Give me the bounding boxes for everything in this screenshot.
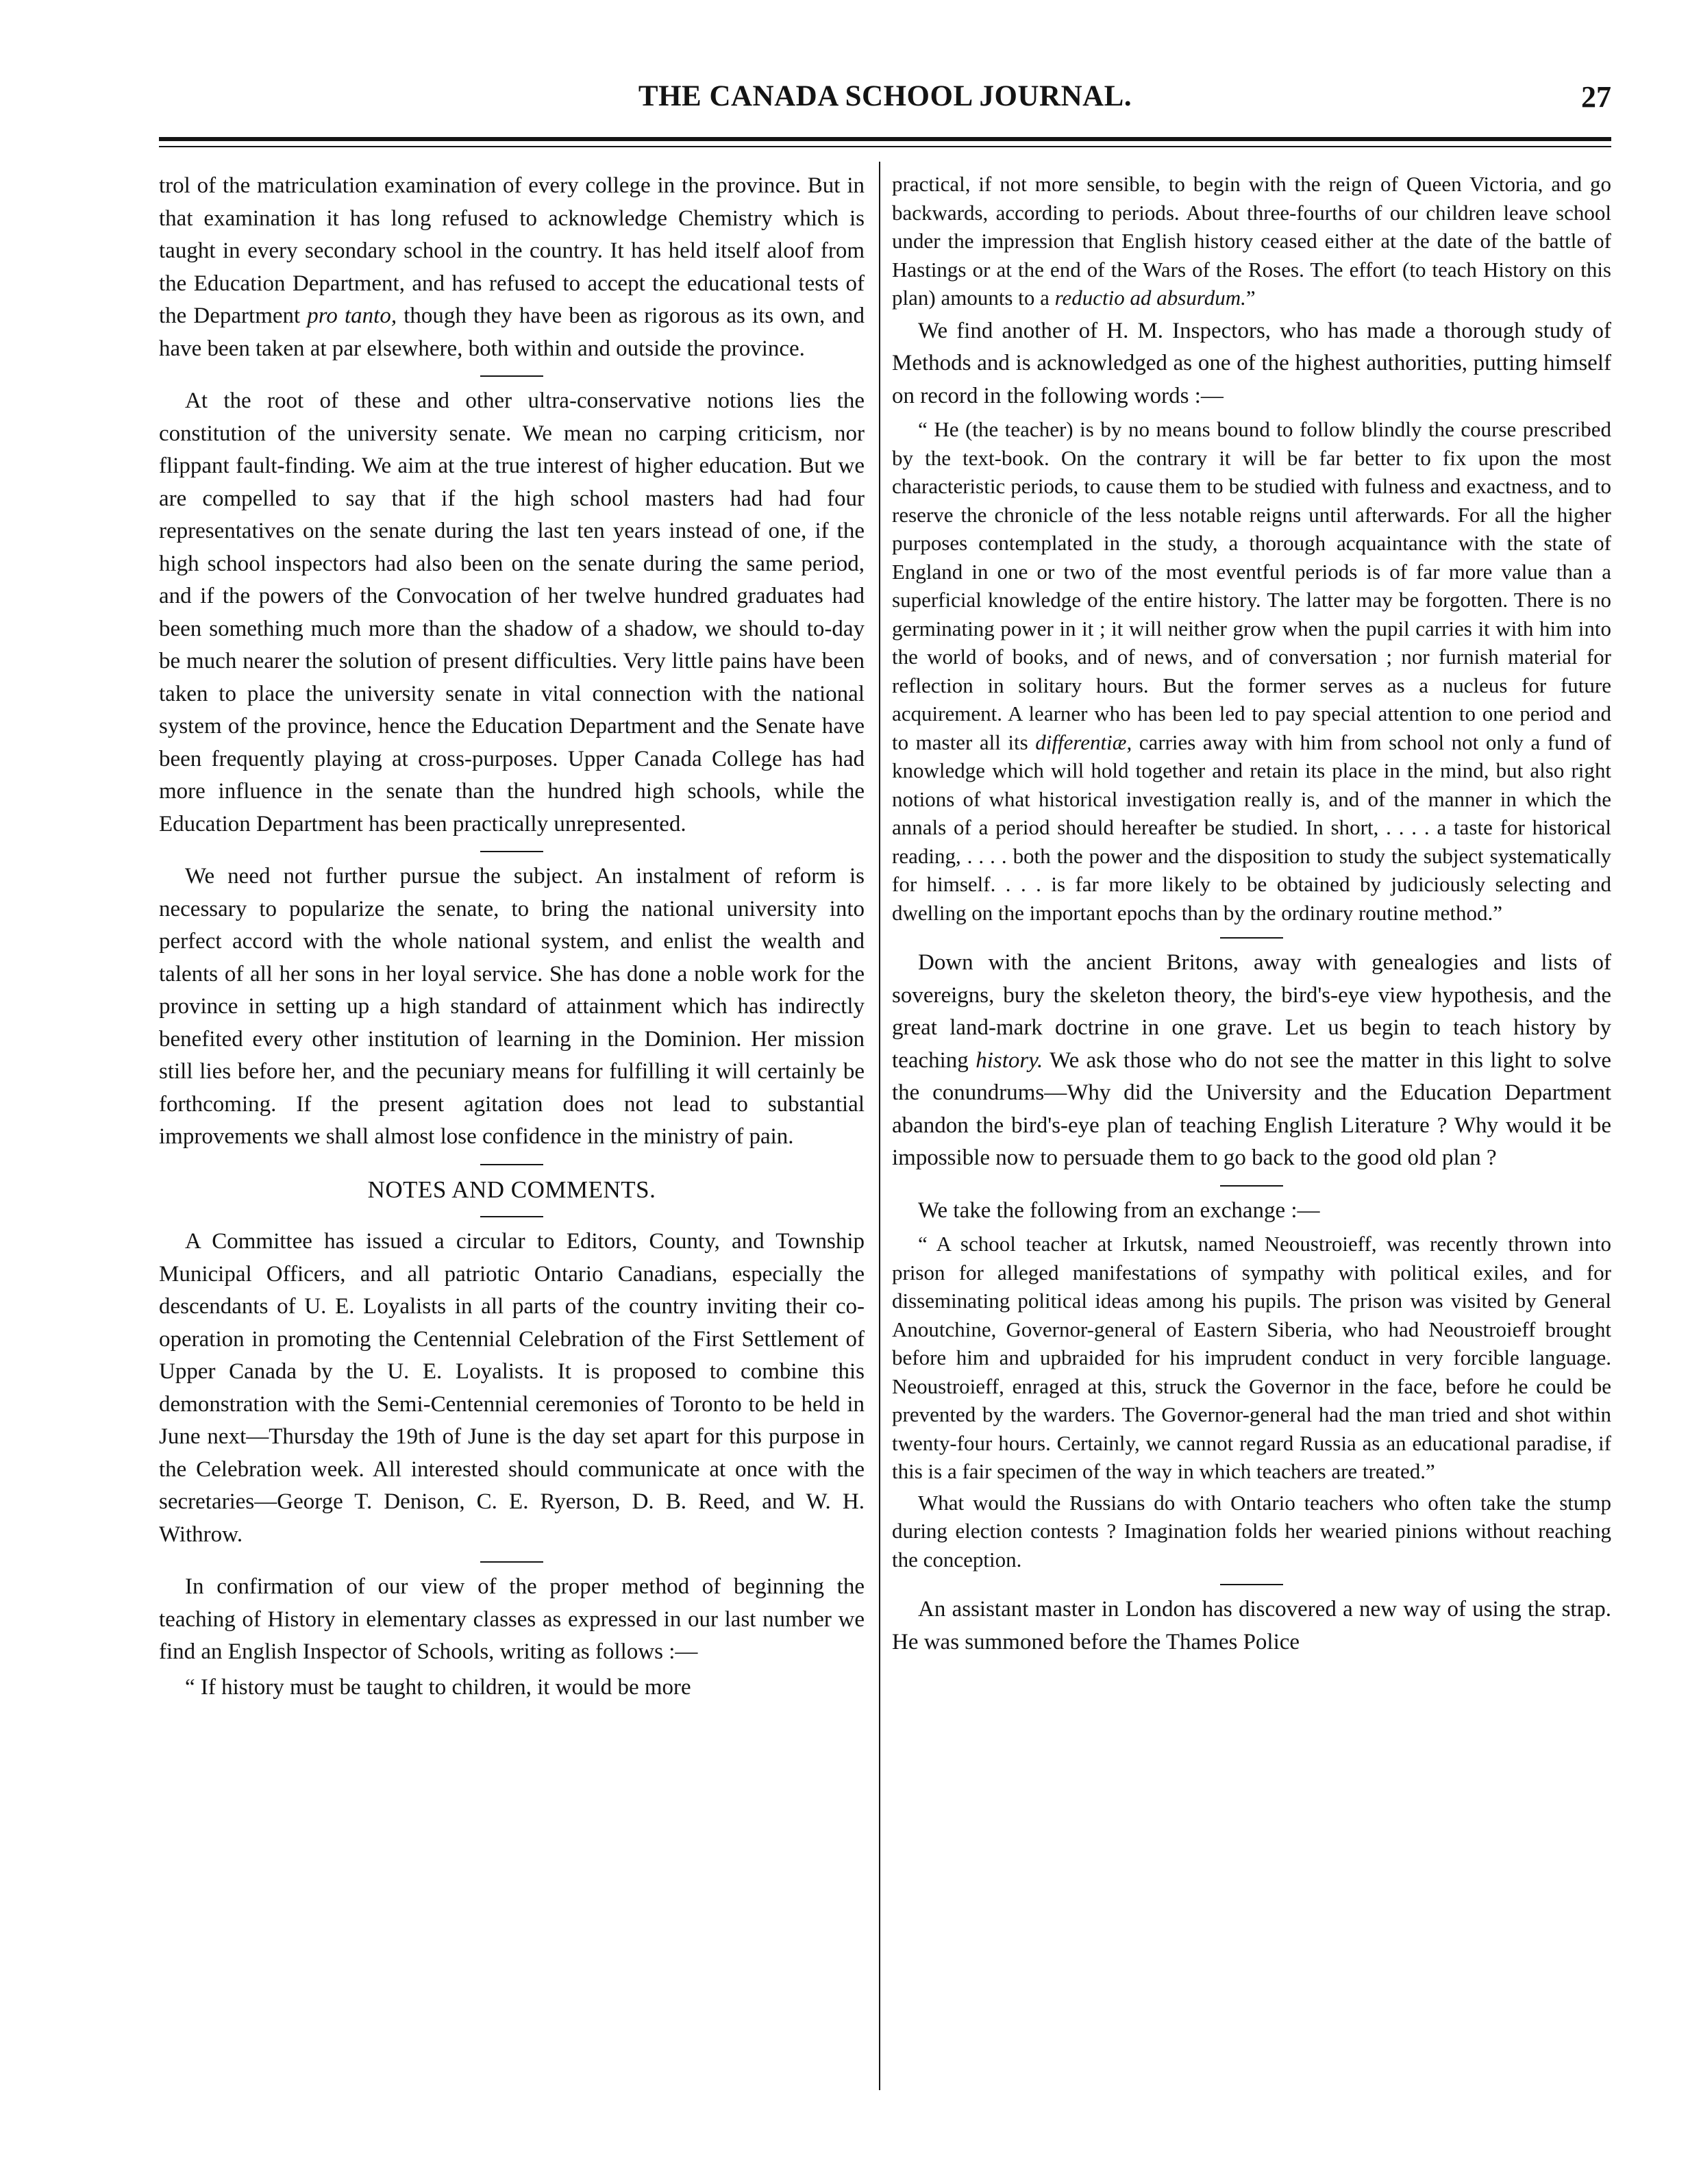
right-column <box>892 170 1611 1659</box>
section-separator <box>1220 937 1283 939</box>
paragraph <box>892 947 1611 1175</box>
journal-title: THE CANADA SCHOOL JOURNAL. <box>638 80 1132 112</box>
section-separator <box>480 851 543 852</box>
section-separator <box>480 1164 543 1165</box>
quotation-paragraph <box>892 415 1611 927</box>
paragraph-text: though they have been as rigorous as its own, and have been taken at par elsewhere, both within and outside the province. <box>159 303 865 361</box>
page-number: 27 <box>1581 80 1611 114</box>
section-heading: NOTES AND COMMENTS. <box>367 1176 656 1203</box>
paragraph-text: practical, if not more sensible, to begin with the reign of Queen Victoria, and go backwards, according to periods. About three-fourths of our children leave school under the impression that English history ceased either at the date of the battle of Hastings or at the end of the Wars of the Roses. The effort (to teach History on this plan) amounts to a <box>892 172 1611 310</box>
section-separator <box>1220 1185 1283 1187</box>
header-rule-thin <box>159 146 1611 147</box>
quotation-paragraph: “ A school teacher at Irkutsk, named Neoustroieff, was recently thrown into prison for alleged manifestations of sympathy with political exiles, and for disseminating political ideas among his pupils. The prison was visited by General Anoutchine, Governor-general of Eastern Siberia, who had Neoustroieff brought before him and upbraided for his imprudent conduct in very forcible language. Neoustroieff, enraged at this, struck the Governor in the face, before he could be prevented by the warders. The Governor-general had the man tried and shot within twenty-four hours. Certainly, we cannot regard Russia as an educational paradise, if this is a fair specimen of the way in which teachers are treated.” <box>892 1232 1611 1483</box>
paragraph: We find another of H. M. Inspectors, who has made a thorough study of Methods and is acknowledged as one of the highest authorities, putting himself on record in the following words :— <box>892 318 1611 408</box>
paragraph: We need not further pursue the subject. An instalment of reform is necessary to popularize the senate, to bring the national university into perfect accord with the whole national system, and enlist the wealth and talents of all her sons in her loyal service. She has done a noble work for the province in setting up a high standard of attainment which has indirectly benefited every other institution of learning in the Dominion. Her mission still lies before her, and the pecuniary means for fulfilling it will certainly be forthcoming. If the present agitation does not lead to substantial improvements we shall almost lose confidence in the ministry of pain. <box>159 864 865 1149</box>
paragraph-text: Down with the ancient Britons, away with genealogies and lists of sovereigns, bury the skeleton theory, the bird's-eye view hypothesis, and the great land-mark doctrine in one grave. Let us begin to teach history by teaching <box>892 950 1611 1073</box>
quotation-paragraph: “ If history must be taught to children, it would be more <box>185 1674 691 1700</box>
paragraph-emphasis: differentiæ, <box>1035 730 1132 754</box>
column-divider <box>879 162 880 2090</box>
paragraph-emphasis: reductio ad absurdum. <box>1054 286 1246 310</box>
paragraph: In confirmation of our view of the proper method of beginning the teaching of History in elementary classes as expressed in our last number we find an English Inspector of Schools, writing as follows :— <box>159 1574 865 1664</box>
paragraph: We take the following from an exchange :— <box>918 1198 1320 1223</box>
paragraph <box>159 170 865 365</box>
paragraph-text: ” <box>1245 286 1256 310</box>
left-column <box>159 170 865 1704</box>
quotation-paragraph <box>892 170 1611 312</box>
section-separator <box>480 375 543 377</box>
section-separator <box>480 1216 543 1217</box>
paragraph-text: carries away with him from school not only a fund of knowledge which will hold together and retain its place in the mind, but also right notions of what historical investigation really is, and of the manner in which the annals of a period should hereafter be studied. In short, . . . . a taste for historical reading, . . . . both the power and the disposition to study the subject systematically for himself. . . . is far more likely to be obtained by judiciously selecting and dwelling on the important epochs than by the ordinary routine method.” <box>892 730 1612 925</box>
paragraph: A Committee has issued a circular to Editors, County, and Township Municipal Officers, and all patriotic Ontario Canadians, especially the descendants of U. E. Loyalists in all parts of the country inviting their co-operation in promoting the Centennial Celebration of the First Settlement of Upper Canada by the U. E. Loyalists. It is proposed to combine this demonstration with the Semi-Centennial ceremonies of Toronto to be held in June next—Thursday the 19th of June is the day set apart for this purpose in the Celebration week. All interested should communicate at once with the secretaries—George T. Denison, C. E. Ryerson, D. B. Reed, and W. H. Withrow. <box>159 1229 865 1547</box>
paragraph-emphasis: pro tanto, <box>307 303 397 328</box>
paragraph: An assistant master in London has discovered a new way of using the strap. He was summoned before the Thames Police <box>892 1597 1611 1654</box>
header-rule-thick <box>159 137 1611 141</box>
paragraph: What would the Russians do with Ontario teachers who often take the stump during election contests ? Imagination folds her wearied pinions without reaching the conception. <box>892 1490 1611 1572</box>
paragraph-emphasis: history. <box>976 1047 1043 1073</box>
paragraph-text: “ He (the teacher) is by no means bound to follow blindly the course prescribed by the text-book. On the contrary it will be far better to fix upon the most characteristic periods, to cause them to be studied with fulness and exactness, and to reserve the chronicle of the less notable reigns until afterwards. For all the higher purposes contemplated in the study, a thorough acquaintance with the state of England in one or two of the most eventful periods is of far more value than a superficial knowledge of the entire history. The latter may be forgotten. There is no germinating power in it ; it will neither grow when the pupil carries it with him into the world of books, and of news, and of conversation ; nor furnish material for reflection in solitary hours. But the former serves as a nucleus for future acquirement. A learner who has been led to pay special attention to one period and to master all its <box>892 417 1611 754</box>
section-separator <box>1220 1584 1283 1585</box>
paragraph-text: trol of the matriculation examination of every college in the province. But in that examination it has long refused to acknowledge Chemistry which is taught in every secondary school in the country. It has held itself aloof from the Education Department, and has refused to accept the educational tests of the Department <box>159 173 865 328</box>
paragraph: At the root of these and other ultra-conservative notions lies the constitution of the university senate. We mean no carping criticism, nor flippant fault-finding. We aim at the true interest of higher education. But we are compelled to say that if the high school masters had had four representatives on the senate during the last ten years instead of one, if the high school inspectors had also been on the senate during the same period, and if the powers of the Convocation of her twelve hundred graduates had been something much more than the shadow of a shadow, we should to-day be much nearer the solution of present difficulties. Very little pains have been taken to place the university senate in vital connection with the national system of the province, hence the Education Department and the Senate have been frequently playing at cross-purposes. Upper Canada College has had more influence in the senate than the hundred high schools, while the Education Department has been practically unrepresented. <box>159 388 865 836</box>
section-separator <box>480 1561 543 1563</box>
running-header <box>159 79 1611 134</box>
paragraph-text: We ask those who do not see the matter in this light to solve the conundrums—Why did the University and the Education Department abandon the bird's-eye plan of teaching English Literature ? Why would it be impossible now to persuade them to go back to the good old plan ? <box>892 1047 1612 1170</box>
